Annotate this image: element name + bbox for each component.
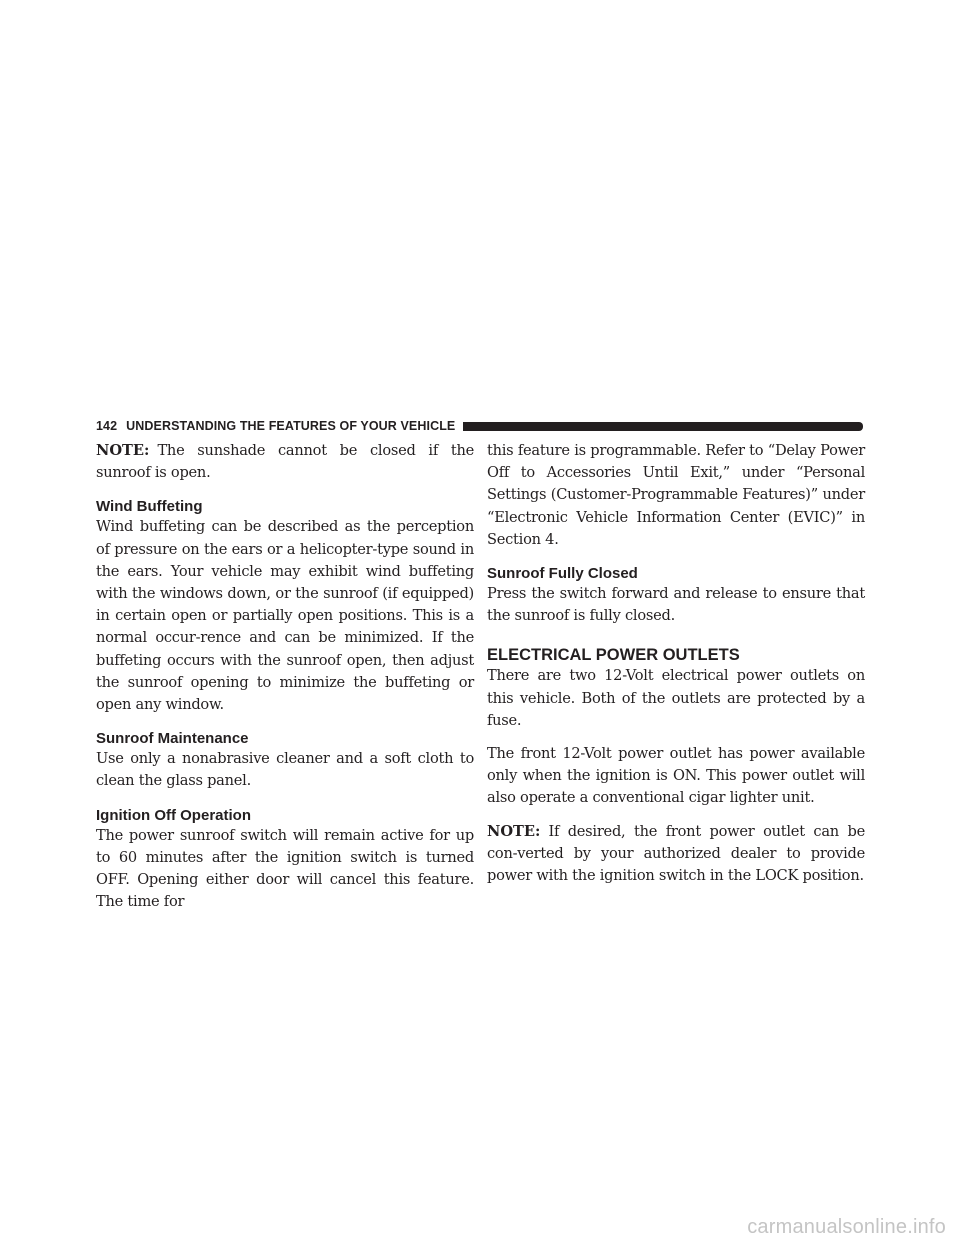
note-label: NOTE: bbox=[96, 442, 150, 459]
note-text: If desired, the front power outlet can be con-verted by your authorized dealer to provide power with the ignition switch in the LOCK position. bbox=[487, 822, 865, 885]
note-power-outlet bbox=[487, 821, 865, 888]
note-label: NOTE: bbox=[487, 822, 541, 840]
paragraph-wind-buffeting: Wind buffeting can be described as the perception of pressure on the ears or a helicopter-type sound in the ears. Your vehicle may exhibit wind buffeting with the windows down, or the sunroof (if equipped) in certain open or partially open positions. This is a normal occur-rence and can be minimized. If the buffeting occurs with the sunroof open, then adjust the sunroof opening to minimize the buffeting or open any window. bbox=[96, 518, 474, 714]
header-rule bbox=[463, 422, 863, 431]
paragraph-sunroof-maintenance: Use only a nonabrasive cleaner and a soft cloth to clean the glass panel. bbox=[96, 750, 474, 790]
paragraph-ignition-off: The power sunroof switch will remain active for up to 60 minutes after the ignition switch is turned OFF. Opening either door will cancel this feature. The time for bbox=[96, 826, 474, 911]
note-text: The sunshade cannot be closed if the sunroof is open. bbox=[96, 442, 474, 482]
heading-power-outlets: ELECTRICAL POWER OUTLETS bbox=[487, 646, 740, 665]
paragraph-ignition-continued: this feature is programmable. Refer to “Delay Power Off to Accessories Until Exit,” under “Personal Settings (Customer-Programmable Features)” under “Electronic Vehicle Information Center (EVIC)” in Section 4. bbox=[487, 442, 865, 548]
paragraph-outlets-2: The front 12-Volt power outlet has power available only when the ignition is ON. This power outlet will also operate a conventional cigar lighter unit. bbox=[487, 745, 865, 807]
heading-sunroof-fully-closed: Sunroof Fully Closed bbox=[487, 565, 638, 583]
left-column bbox=[96, 440, 474, 924]
note-sunshade bbox=[96, 440, 474, 484]
right-column bbox=[487, 440, 865, 898]
page-number: 142 bbox=[96, 419, 118, 433]
section-title: UNDERSTANDING THE FEATURES OF YOUR VEHICLE bbox=[126, 419, 456, 433]
watermark: carmanualsonline.info bbox=[747, 1216, 946, 1238]
page-header bbox=[96, 417, 863, 435]
heading-sunroof-maintenance: Sunroof Maintenance bbox=[96, 730, 249, 748]
heading-wind-buffeting: Wind Buffeting bbox=[96, 498, 203, 516]
heading-ignition-off: Ignition Off Operation bbox=[96, 806, 251, 824]
paragraph-sunroof-fully-closed: Press the switch forward and release to ensure that the sunroof is fully closed. bbox=[487, 585, 865, 625]
paragraph-outlets-1: There are two 12-Volt electrical power outlets on this vehicle. Both of the outlets are protected by a fuse. bbox=[487, 667, 865, 729]
